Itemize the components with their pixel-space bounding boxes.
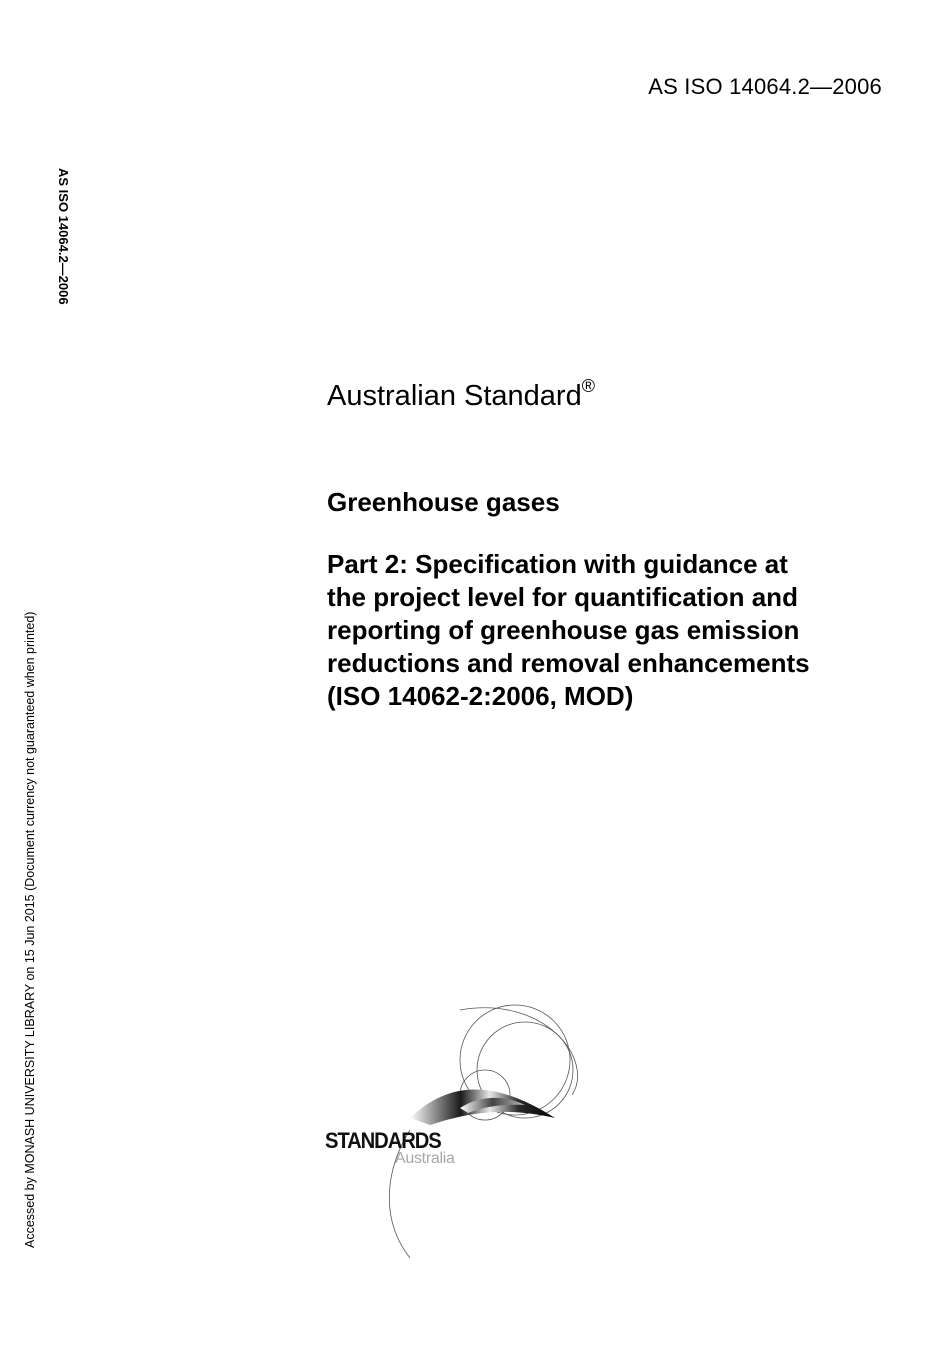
- subtitle-line: Part 2: Specification with guidance at: [327, 549, 788, 579]
- document-subtitle: [327, 548, 907, 713]
- logo-subtext: Australia: [395, 1150, 455, 1167]
- logo-arc: [460, 1008, 578, 1095]
- subtitle-line: the project level for quantification and: [327, 582, 798, 612]
- header-doc-number: AS ISO 14064.2—2006: [648, 74, 882, 99]
- spine-doc-number: AS ISO 14064.2—2006: [56, 168, 71, 305]
- brand-text: Australian Standard: [327, 380, 582, 412]
- standards-australia-logo: [310, 1000, 590, 1270]
- subtitle-line: (ISO 14062-2:2006, MOD): [327, 681, 634, 711]
- registered-mark: ®: [581, 376, 595, 396]
- australian-standard-heading: [327, 376, 595, 413]
- subtitle-line: reporting of greenhouse gas emission: [327, 615, 800, 645]
- logo-wordmark: STANDARDS: [325, 1128, 441, 1153]
- subtitle-line: reductions and removal enhancements: [327, 648, 810, 678]
- document-title: Greenhouse gases: [327, 487, 560, 517]
- access-note: Accessed by MONASH UNIVERSITY LIBRARY on 15 Jun 2015 (Document currency not guaranteed when printed): [23, 611, 37, 1248]
